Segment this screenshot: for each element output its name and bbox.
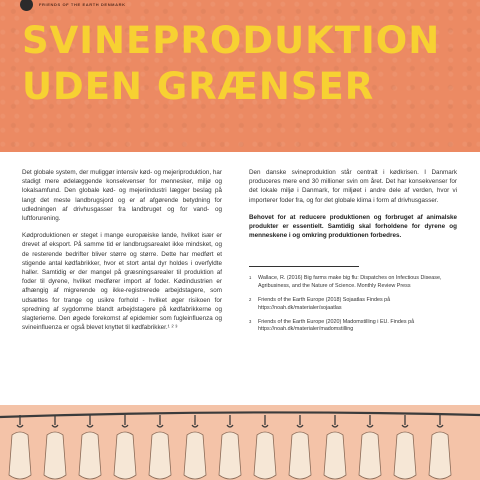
footnote-divider — [249, 266, 359, 267]
carcass-body — [184, 432, 206, 479]
hanging-carcasses-illustration — [0, 405, 480, 480]
footnote-2 — [249, 297, 457, 313]
danish-production-paragraph: Den danske svineproduktion står centralt i kødkrisen. I Danmark produceres mere end 30 millioner svin om året. Det har konsekvenser for det lokale miljø i Danmark, for miljøet i andre dele af verden, hvor vi importerer foder fra, og for det globale klima i form af drivhusgasser. — [249, 169, 457, 204]
carcass-body — [79, 432, 101, 479]
carcass-body — [114, 432, 136, 479]
earth-logo-icon — [20, 0, 33, 11]
carcass-body — [394, 432, 416, 479]
carcass-body — [149, 432, 171, 479]
header-banner — [0, 0, 480, 152]
footnote-3 — [249, 319, 457, 335]
footnotes-list — [249, 275, 457, 334]
carcass-body — [324, 432, 346, 479]
carcass-body — [44, 432, 66, 479]
footnote-number: 1 — [249, 275, 252, 281]
footnote-1 — [249, 275, 457, 291]
footnote-number: 2 — [249, 297, 252, 303]
body-paragraph: Kødproduktionen er steget i mange europæiske lande, hvilket især er drevet af eksport. På samme tid er landbrugsarealet ikke mindsket, og de resterende bedrifter bliver større og større. Dette har medført et stigende antal kødfabrikker, hvor et stort antal dyr holdes i overfyldte haller. Samtidig er der mangel på græsningsarealer til produktion af foder til dyrene, hvilket medfører import af foder. Kødindustrien er afhængig af migrerende og ikke-registrerede arbejdstagere, som udsættes for trange og usikre forhold - hvilket øger risikoen for spredning af sygdomme blandt arbejdstagere på kødfabrikkerne og slagterierne. Den øgede forekomst af epidemier som fugleinfluenza og svineinfluenza er også blevet knyttet til kødfabrikker.¹ ² ³ — [22, 232, 222, 332]
page-title — [22, 18, 440, 110]
footnote-text: Friends of the Earth Europe (2020) Madomstilling i EU. Findes på https://noah.dk/materialer/madomstilling — [258, 318, 415, 333]
footnote-number: 3 — [249, 318, 252, 324]
logo — [20, 0, 126, 12]
right-column — [249, 168, 457, 340]
carcass-body — [254, 432, 276, 479]
title-line-2: UDEN GRÆNSER — [22, 65, 375, 108]
title-line-1: SVINEPRODUKTION — [22, 19, 441, 62]
intro-paragraph: Det globale system, der muliggør intensiv kød- og mejeriproduktion, har stadigt mere ødelæggende konsekvenser for mennesker, miljø og lokalsamfund. Den globale kød- og mejeriindustri lægger beslag på langt det meste landbrugsjord og er af afgørende betydning for udledningen af drivhusgasser fra landbruget og for vand- og luftforurening. — [22, 169, 222, 223]
carcass-body — [9, 432, 31, 479]
logo-text: FRIENDS OF THE EARTH DENMARK — [39, 1, 126, 7]
carcass-body — [359, 432, 381, 479]
footnote-text: Wallace, R. (2016) Big farms make big flu: Dispatches on Infectious Disease, Agribusiness, and the Nature of Science. Monthly Review Press — [258, 275, 442, 290]
carcass-body — [219, 432, 241, 479]
carcass-body — [289, 432, 311, 479]
carcass-body — [429, 432, 451, 479]
left-column — [22, 168, 222, 340]
highlight-paragraph: Behovet for at reducere produktionen og forbruget af animalske produkter er essentielt. Samtidig skal forholdene for dyrene og menneskene i og omkring produktionen forbedres. — [249, 213, 457, 240]
footnote-text: Friends of the Earth Europe (2018) Sojaatlas Findes på https://noah.dk/materialer/sojaatlas — [258, 297, 391, 311]
